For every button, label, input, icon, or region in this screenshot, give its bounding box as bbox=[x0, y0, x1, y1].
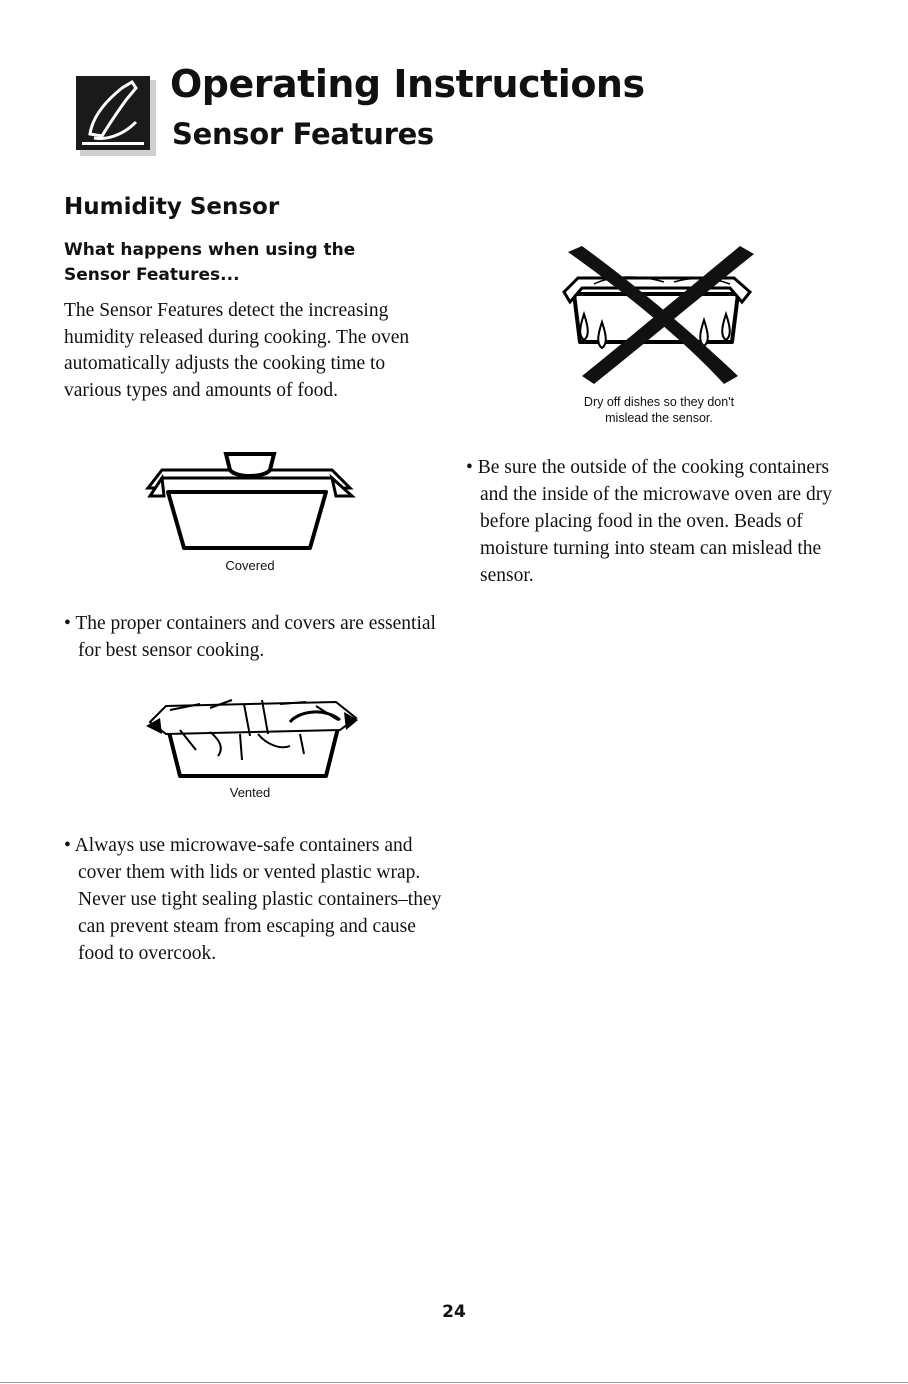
page-bottom-rule bbox=[0, 1382, 908, 1383]
page-title: Operating Instructions bbox=[170, 62, 645, 106]
bullet-glyph: • bbox=[64, 613, 71, 634]
bullet-glyph: • bbox=[466, 457, 473, 478]
bullet-item bbox=[64, 610, 448, 664]
covered-caption: Covered bbox=[225, 558, 275, 573]
dry-dishes-caption bbox=[548, 394, 770, 426]
bullet-text: Always use microwave-safe containers and cover them with lids or vented plastic wrap. Never use tight sealing plastic containers–they can prevent steam from escaping and cause food to overcook. bbox=[74, 835, 442, 964]
page-number: 24 bbox=[442, 1302, 466, 1322]
bullet-item bbox=[64, 832, 448, 967]
bullet-item bbox=[466, 454, 850, 589]
intro-paragraph: The Sensor Features detect the increasing humidity released during cooking. The oven automatically adjusts the cooking time to various types and amounts of food. bbox=[64, 300, 410, 401]
page-subtitle: Sensor Features bbox=[172, 117, 434, 151]
dry-caption-line2: mislead the sensor. bbox=[605, 411, 713, 425]
pencil-hand-icon bbox=[76, 70, 158, 158]
wet-dish-crossed-illustration bbox=[554, 244, 766, 388]
covered-dish-illustration bbox=[140, 448, 360, 558]
dry-caption-line1: Dry off dishes so they don't bbox=[583, 395, 735, 409]
section-subheading: What happens when using the Sensor Features... bbox=[64, 240, 356, 285]
bullet-glyph: • bbox=[64, 835, 71, 856]
vented-caption: Vented bbox=[229, 785, 271, 800]
section-heading: Humidity Sensor bbox=[64, 194, 280, 220]
vented-dish-illustration bbox=[140, 690, 362, 788]
bullet-text: The proper containers and covers are essential for best sensor cooking. bbox=[75, 613, 436, 661]
bullet-text: Be sure the outside of the cooking containers and the inside of the microwave oven are dry before placing food in the oven. Beads of moisture turning into steam can mislead the sensor. bbox=[477, 457, 832, 586]
